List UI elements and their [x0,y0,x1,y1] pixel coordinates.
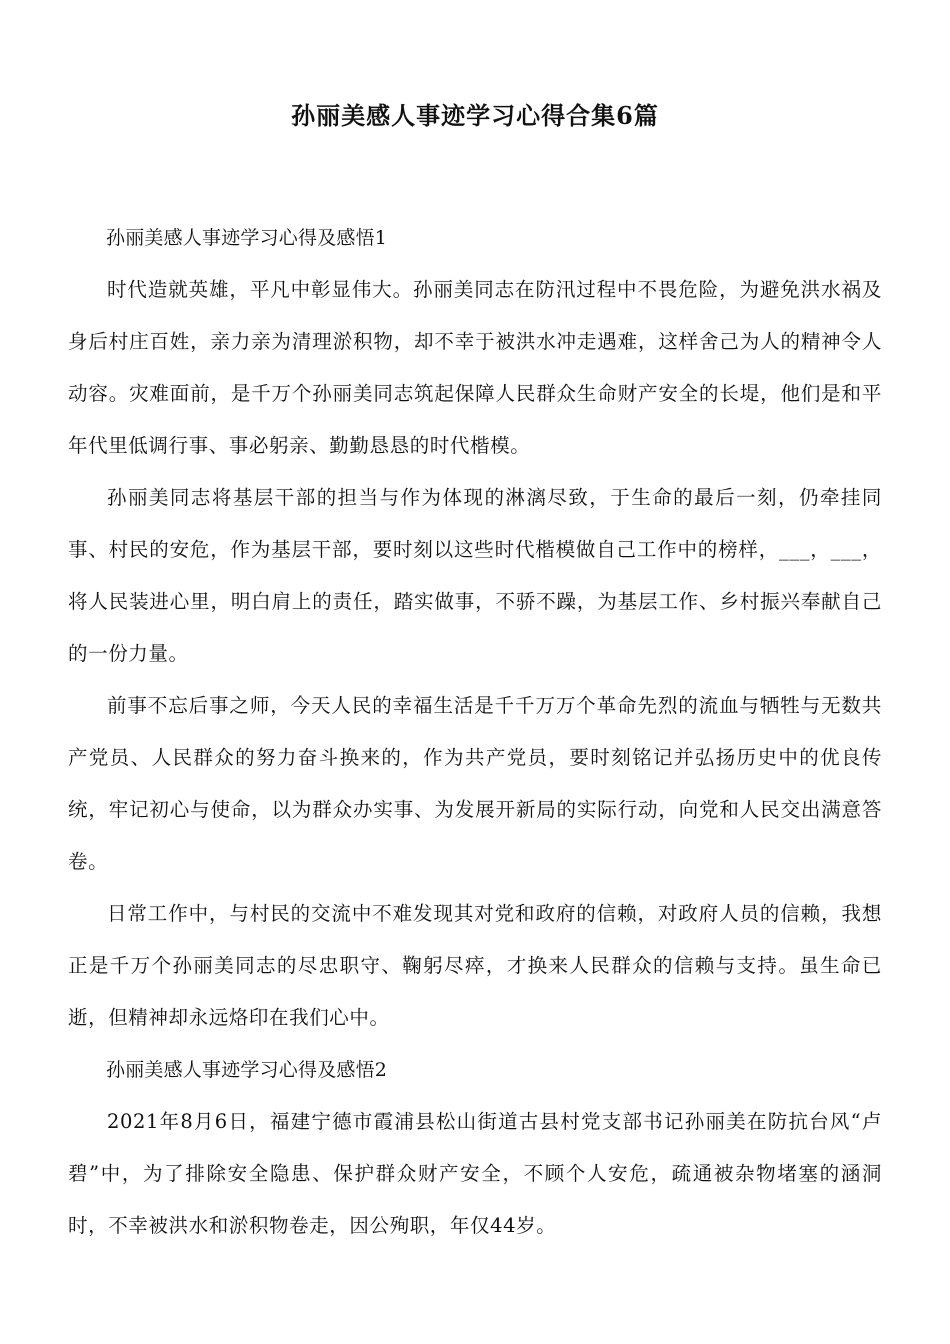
paragraph: 时代造就英雄，平凡中彰显伟大。孙丽美同志在防汛过程中不畏危险，为避免洪水祸及身后村庄百姓，亲力亲为清理淤积物，却不幸于被洪水冲走遇难，这样舍己为人的精神令人动容。灾难面前，是千万个孙丽美同志筑起保障人民群众生命财产安全的长堤，他们是和平年代里低调行事、事必躬亲、勤勤恳恳的时代楷模。 [68,278,882,457]
section-2 [68,1044,882,1252]
section-heading: 孙丽美感人事迹学习心得及感悟2 [106,1059,388,1081]
paragraph: 2021年8月6日，福建宁德市霞浦县松山街道古县村党支部书记孙丽美在防抗台风“卢碧”中，为了排除安全隐患、保护群众财产安全，不顾个人安危，疏通被杂物堵塞的涵洞时，不幸被洪水和淤积物卷走，因公殉职，年仅44岁。 [68,1110,882,1237]
paragraph: 日常工作中，与村民的交流中不难发现其对党和政府的信赖，对政府人员的信赖，我想正是千万个孙丽美同志的尽忠职守、鞠躬尽瘁，才换来人民群众的信赖与支持。虽生命已逝，但精神却永远烙印在我们心中。 [68,902,882,1029]
document-title: 孙丽美感人事迹学习心得合集6篇 [291,101,659,130]
section-heading: 孙丽美感人事迹学习心得及感悟1 [106,227,388,249]
paragraph: 前事不忘后事之师，今天人民的幸福生活是千千万万个革命先烈的流血与牺牲与无数共产党员、人民群众的努力奋斗换来的，作为共产党员，要时刻铭记并弘扬历史中的优良传统，牢记初心与使命，以为群众办实事、为发展开新局的实际行动，向党和人民交出满意答卷。 [68,694,882,873]
section-1 [68,212,882,1044]
paragraph: 孙丽美同志将基层干部的担当与作为体现的淋漓尽致，于生命的最后一刻，仍牵挂同事、村民的安危，作为基层干部，要时刻以这些时代楷模做自己工作中的榜样，___，___，将人民装进心里，明白肩上的责任，踏实做事，不骄不躁，为基层工作、乡村振兴奉献自己的一份力量。 [68,486,882,665]
